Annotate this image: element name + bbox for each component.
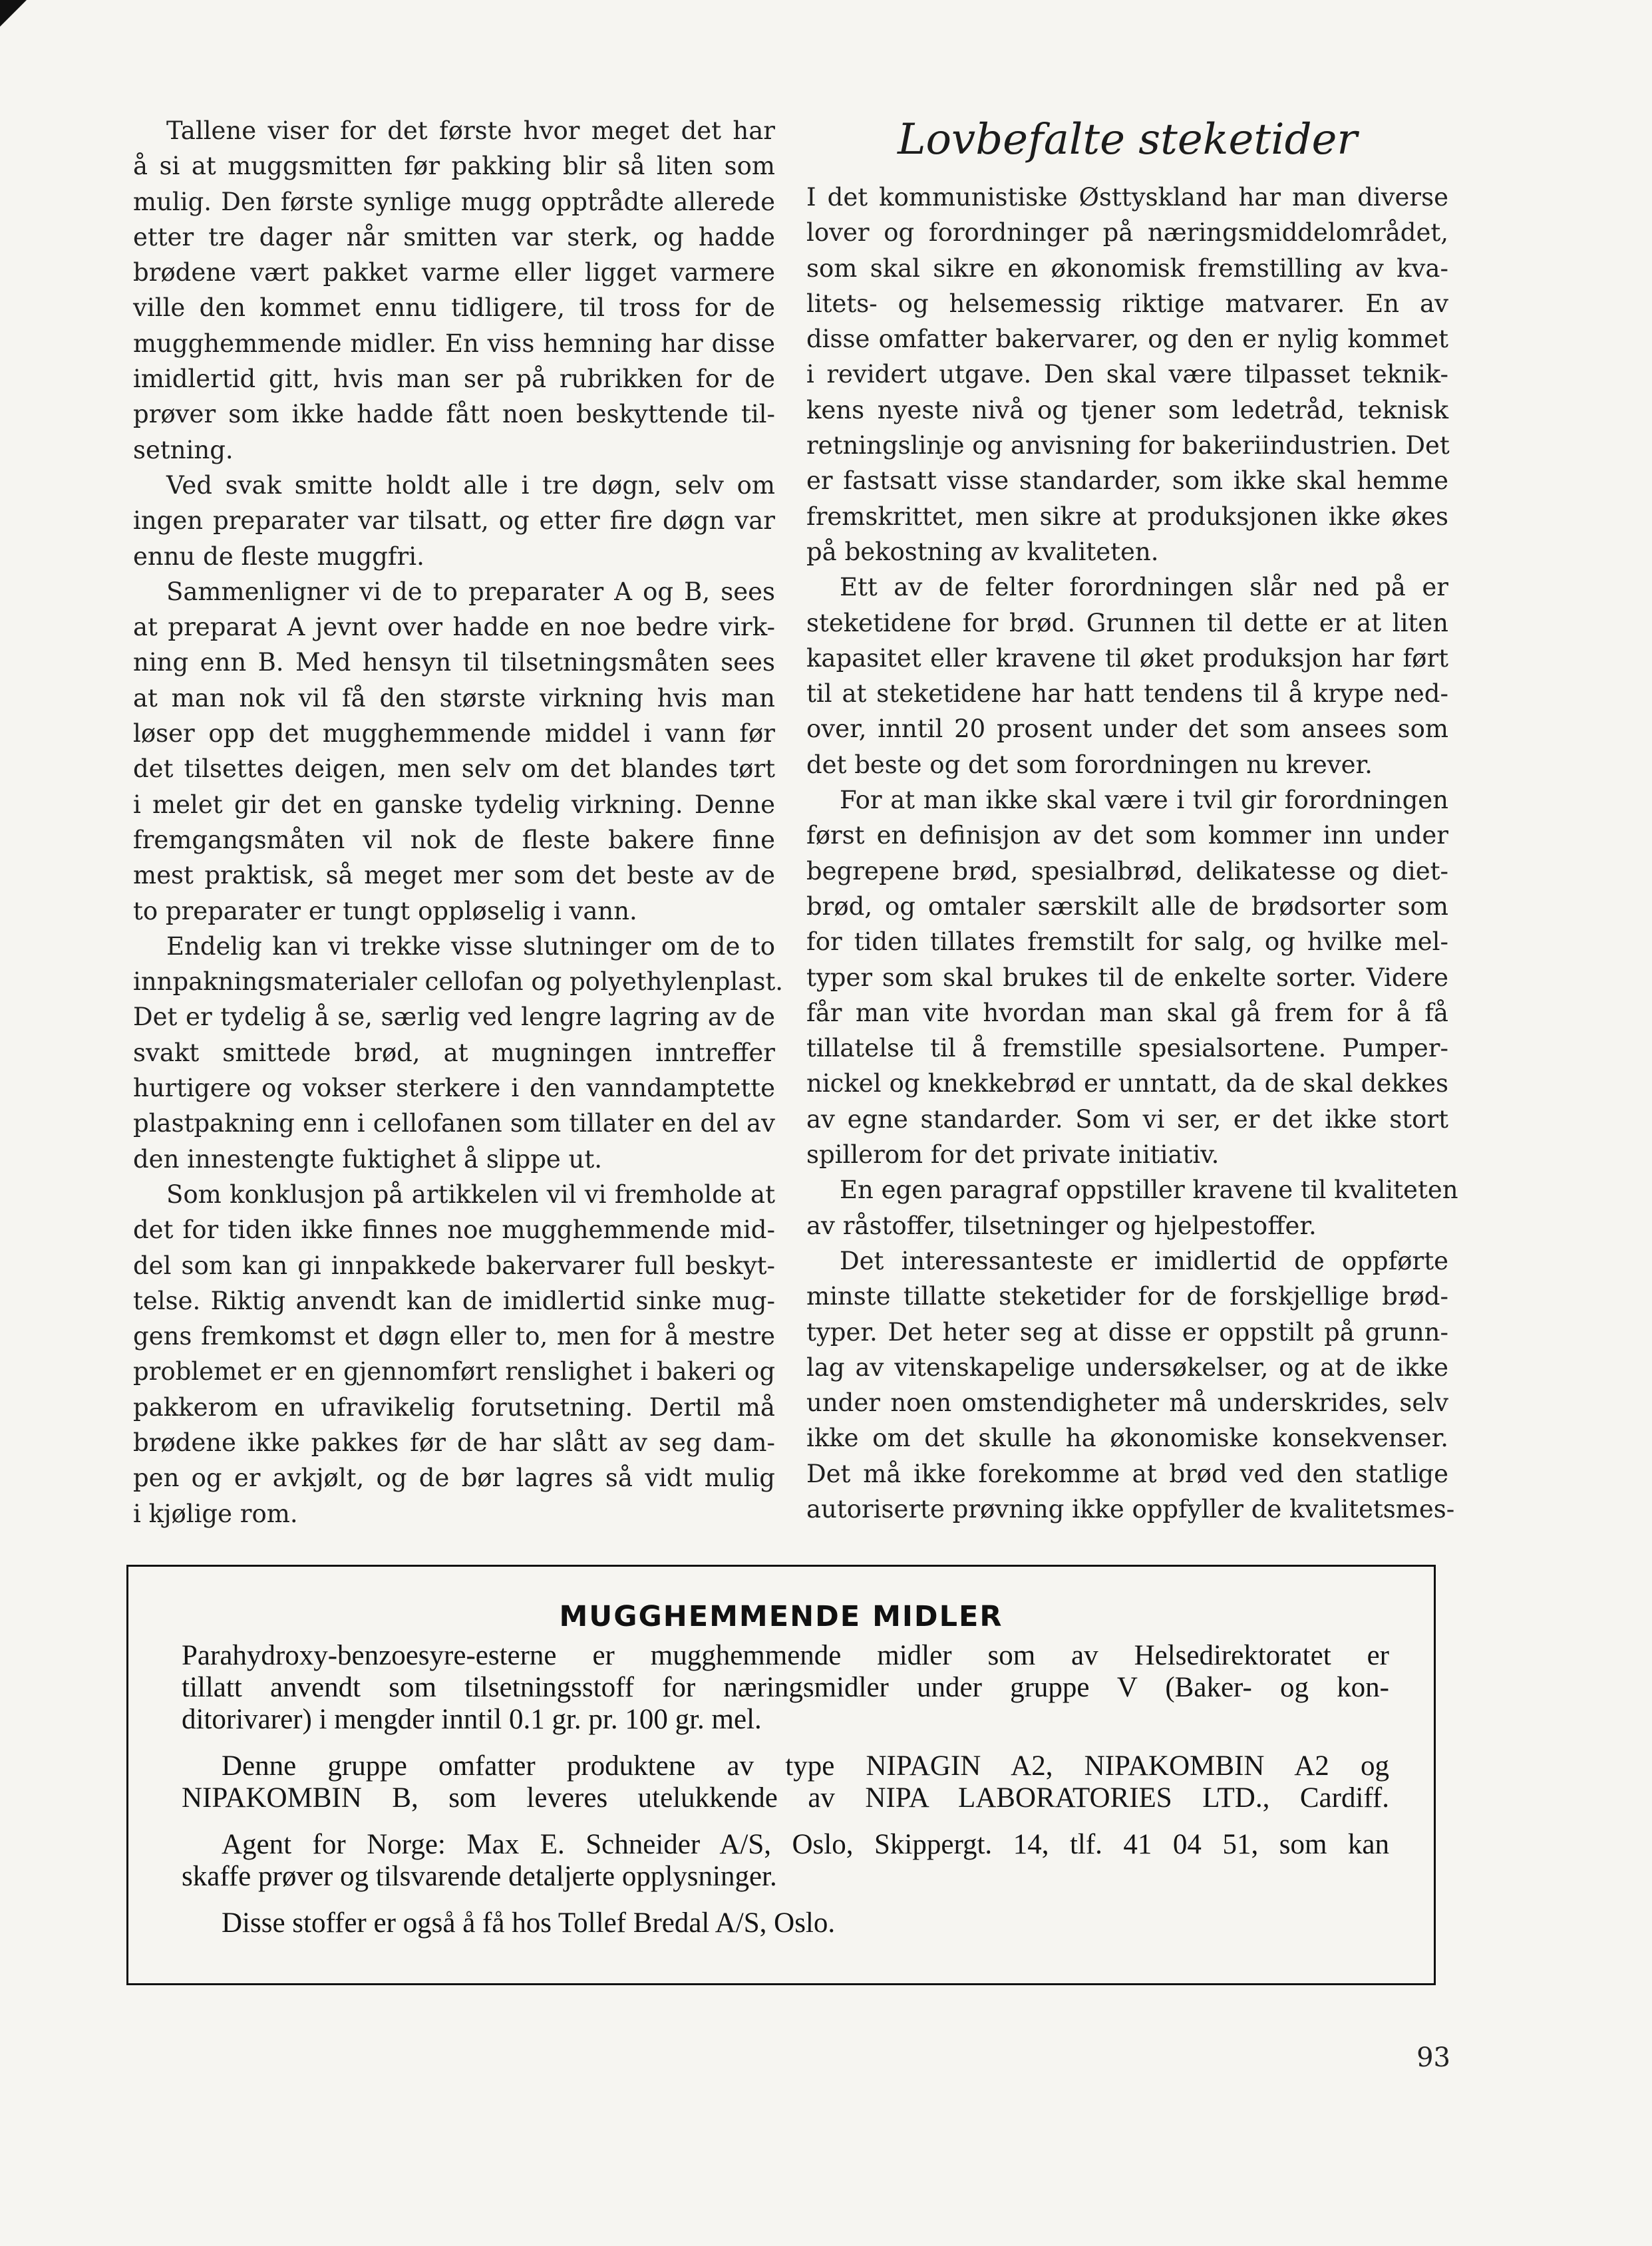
text-line: svakt smittede brød, at mugningen inntreffer	[133, 1038, 775, 1067]
text-line: det for tiden ikke finnes noe mugghemmende mid-	[133, 1215, 775, 1245]
text-line: litets- og helsemessig riktige matvarer. En av	[806, 289, 1448, 318]
text-line: to preparater er tungt oppløselig i vann.	[133, 896, 637, 925]
text-line: For at man ikke skal være i tvil gir forordningen	[840, 786, 1448, 815]
text-line: etter tre dager når smitten var sterk, og hadde	[133, 222, 775, 251]
text-line: Ved svak smitte holdt alle i tre døgn, selv om	[166, 470, 775, 500]
text-line: Ett av de felter forordningen slår ned på er	[840, 573, 1448, 602]
text-line: brødene ikke pakkes før de har slått av seg dam-	[133, 1428, 775, 1457]
text-line: på bekostning av kvaliteten.	[806, 537, 1159, 566]
text-line: typer. Det heter seg at disse er oppstilt på grunn-	[806, 1317, 1448, 1347]
text-line: kens nyeste nivå og tjener som ledetråd, teknisk	[806, 395, 1448, 424]
text-line: under noen omstendigheter må underskrides, selv	[806, 1388, 1448, 1418]
text-line: av egne standarder. Som vi ser, er det ikke stort	[806, 1104, 1448, 1134]
text-line: ingen preparater var tilsatt, og etter fire døgn var	[133, 506, 775, 536]
text-line: Endelig kan vi trekke visse slutninger om de to	[166, 931, 775, 961]
text-line: til at steketidene har hatt tendens til å krype ned-	[806, 679, 1448, 709]
text-line: det beste og det som forordningen nu krever.	[806, 750, 1373, 779]
text-line: pen og er avkjølt, og de bør lagres så vidt mulig	[133, 1464, 775, 1493]
text-line: lover og forordninger på næringsmiddelområdet,	[806, 218, 1448, 247]
text-line: typer som skal brukes til de enkelte sorter. Videre	[806, 963, 1448, 992]
text-line: disse omfatter bakervarer, og den er nylig kommet	[806, 325, 1448, 354]
text-line: imidlertid gitt, hvis man ser på rubrikken for de	[133, 365, 775, 394]
text-line: tillatelse til å fremstille spesialsortene. Pumper-	[806, 1034, 1448, 1063]
text-line: å si at muggsmitten før pakking blir så liten som	[133, 152, 775, 181]
text-line: Det er tydelig å se, særlig ved lengre lagring av de	[133, 1003, 775, 1032]
advert-line: ditorivarer) i mengder inntil 0.1 gr. pr. 100 gr. mel.	[182, 1704, 762, 1735]
page-number: 93	[1416, 2042, 1450, 2073]
text-line: pakkerom en ufravikelig forutsetning. Dertil må	[133, 1392, 775, 1422]
text-line: kapasitet eller kravene til øket produksjon har ført	[806, 643, 1448, 673]
paragraph-gap	[182, 1814, 1389, 1829]
text-line: mulig. Den første synlige mugg opptrådte allerede	[133, 187, 775, 216]
advert-line: tillatt anvendt som tilsetningsstoff for næringsmidler under gruppe V (Baker- og kon-	[182, 1672, 1389, 1703]
text-line: for tiden tillates fremstilt for salg, og hvilke mel-	[806, 927, 1448, 957]
text-line: Det interessanteste er imidlertid de oppførte	[840, 1246, 1448, 1275]
text-line: hurtigere og vokser sterkere i den vanndamptette	[133, 1074, 775, 1103]
text-line: brødene vært pakket varme eller ligget varmere	[133, 258, 775, 287]
text-line: først en definisjon av det som kommer inn under	[806, 821, 1448, 850]
text-line: det tilsettes deigen, men selv om det blandes tørt	[133, 754, 775, 784]
text-line: innpakningsmaterialer cellofan og polyethylenplast.	[133, 967, 784, 997]
text-line: i revidert utgave. Den skal være tilpasset teknik-	[806, 360, 1448, 389]
text-line: autoriserte prøvning ikke oppfyller de kvalitetsmes-	[806, 1494, 1455, 1524]
text-line: brød, og omtaler særskilt alle de brødsorter som	[806, 891, 1448, 921]
text-line: over, inntil 20 prosent under det som ansees som	[806, 715, 1448, 744]
page-corner-mark	[0, 0, 27, 27]
advert-line: skaffe prøver og tilsvarende detaljerte opplysninger.	[182, 1861, 777, 1892]
text-line: i kjølige rom.	[133, 1499, 298, 1528]
advert-line: Disse stoffer er også å få hos Tollef Bredal A/S, Oslo.	[222, 1907, 836, 1939]
text-line: Tallene viser for det første hvor meget det har	[166, 116, 775, 145]
text-line: prøver som ikke hadde fått noen beskyttende til-	[133, 400, 775, 429]
text-line: ikke om det skulle ha økonomiske konsekvenser.	[806, 1424, 1448, 1453]
text-line: minste tillatte steketider for de forskjellige brød-	[806, 1282, 1448, 1311]
advert-title: MUGGHEMMENDE MIDLER	[559, 1600, 1003, 1633]
text-line: fremskrittet, men sikre at produksjonen ikke økes	[806, 502, 1448, 531]
left-column	[133, 113, 784, 1531]
text-line: del som kan gi innpakkede bakervarer full beskyt-	[133, 1251, 775, 1280]
text-line: plastpakning enn i cellofanen som tillater en del av	[133, 1109, 775, 1138]
text-line: nickel og knekkebrød er unntatt, da de skal dekkes	[806, 1069, 1448, 1098]
text-line: spillerom for det private initiativ.	[806, 1140, 1220, 1170]
text-line: En egen paragraf oppstiller kravene til kvaliteten	[840, 1176, 1458, 1205]
text-line: Som konklusjon på artikkelen vil vi fremholde at	[166, 1180, 775, 1209]
text-line: steketidene for brød. Grunnen til dette er at liten	[806, 608, 1448, 637]
text-line: at man nok vil få den største virkning hvis man	[133, 683, 775, 713]
text-line: at preparat A jevnt over hadde en noe bedre virk-	[133, 613, 775, 642]
right-column	[806, 113, 1458, 1527]
text-line: ennu de fleste muggfri.	[133, 542, 424, 571]
advert-body	[182, 1640, 1389, 1939]
text-line: er fastsatt visse standarder, som ikke skal hemme	[806, 466, 1448, 496]
text-line: fremgangsmåten vil nok de fleste bakere finne	[133, 825, 775, 854]
text-line: gens fremkomst et døgn eller to, men for å mestre	[133, 1322, 775, 1351]
advert-line: Denne gruppe omfatter produktene av type NIPAGIN A2, NIPAKOMBIN A2 og	[222, 1750, 1389, 1782]
text-line: mest praktisk, så meget mer som det beste av de	[133, 861, 775, 890]
text-line: ning enn B. Med hensyn til tilsetningsmåten sees	[133, 648, 775, 677]
text-line: setning.	[133, 435, 234, 464]
text-line: begrepene brød, spesialbrød, delikatesse og diet-	[806, 856, 1448, 885]
text-line: Sammenligner vi de to preparater A og B, sees	[166, 577, 775, 606]
advert-line: Parahydroxy-benzoesyre-esterne er mugghemmende midler som av Helsedirektoratet er	[182, 1640, 1389, 1671]
text-line: retningslinje og anvisning for bakeriindustrien. Det	[806, 431, 1450, 460]
text-line: Det må ikke forekomme at brød ved den statlige	[806, 1459, 1448, 1488]
text-line: i melet gir det en ganske tydelig virkning. Denne	[133, 790, 775, 819]
text-line: løser opp det mugghemmende middel i vann før	[133, 719, 775, 748]
text-line: ville den kommet ennu tidligere, til tross for de	[133, 293, 775, 323]
text-line: får man vite hvordan man skal gå frem for å få	[806, 998, 1448, 1027]
text-line: den innestengte fuktighet å slippe ut.	[133, 1144, 603, 1174]
paragraph-gap	[182, 1736, 1389, 1750]
section-heading: Lovbefalte steketider	[898, 115, 1357, 164]
text-line: I det kommunistiske Østtyskland har man diverse	[806, 183, 1448, 212]
text-line: mugghemmende midler. En viss hemning har disse	[133, 329, 775, 358]
text-line: problemet er en gjennomført renslighet i bakeri og	[133, 1357, 775, 1386]
text-line: av råstoffer, tilsetninger og hjelpestoffer.	[806, 1211, 1317, 1240]
text-line: telse. Riktig anvendt kan de imidlertid sinke mug-	[133, 1286, 775, 1315]
advert-line: Agent for Norge: Max E. Schneider A/S, Oslo, Skippergt. 14, tlf. 41 04 51, som kan	[222, 1829, 1389, 1860]
advert-line: NIPAKOMBIN B, som leveres utelukkende av NIPA LABORATORIES LTD., Cardiff.	[182, 1782, 1389, 1814]
advert-box	[126, 1565, 1436, 1985]
text-line: som skal sikre en økonomisk fremstilling av kva-	[806, 253, 1448, 283]
text-line: lag av vitenskapelige undersøkelser, og at de ikke	[806, 1353, 1448, 1382]
paragraph-gap	[182, 1893, 1389, 1907]
